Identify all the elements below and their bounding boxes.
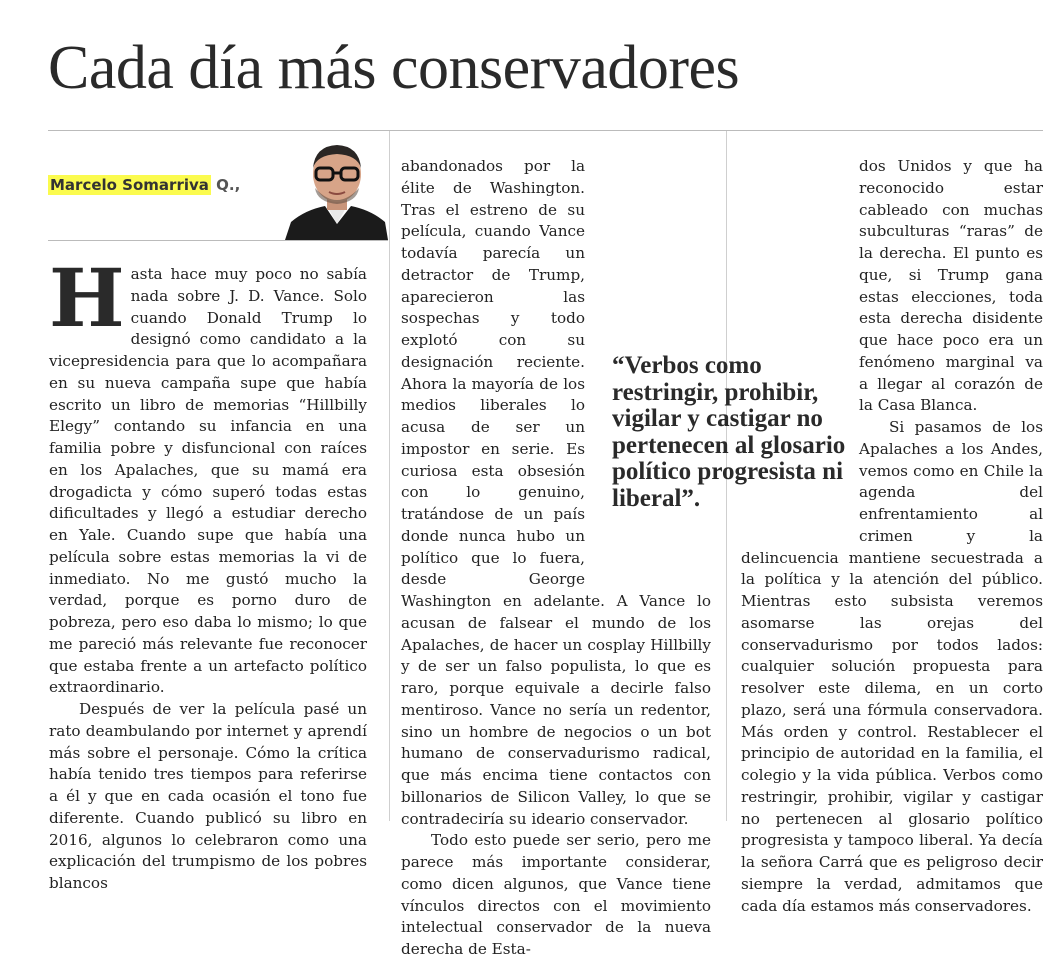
byline-rule — [48, 240, 388, 241]
drop-cap: H — [49, 251, 125, 345]
top-rule — [48, 130, 1043, 131]
author-suffix: Q., — [210, 176, 241, 194]
paragraph: abandonados por la élite de Washington. Tras el estreno de su película, cuando Vance todavía parecía un detractor de Trump, aparecieron las sospechas y todo explotó con su designación reciente. Ahora la mayoría de los medios liberales lo acusa de ser un impostor en serie. Es curiosa esta obsesión con lo genuino, tratándose de un país donde nunca hubo un político que lo fuera, desde George Washington en adelante. A Vance lo acusan de falsear el mundo de los Apalaches, de hacer un cosplay Hillbilly y de ser un falso populista, lo que es raro, porque equivale a decirle falso mentiroso. Vance no sería un redentor, sino un hombre de negocios o un bot humano de conservadurismo radical, que más encima tiene contactos con billonarios de Silicon Valley, lo que se contradeciría su ideario conservador. — [401, 157, 711, 828]
author-name: Marcelo Somarriva — [50, 176, 209, 194]
article-column-2 — [401, 156, 711, 961]
column-divider-1 — [389, 131, 390, 821]
paragraph: dos Unidos y que ha reconocido estar cableado con muchas subculturas “raras” de la derecha. El punto es que, si Trump gana estas elecciones, toda esta derecha disidente que hace poco era un fenómeno marginal va a llegar al corazón de la Casa Blanca. — [859, 157, 1043, 415]
article-column-1 — [49, 251, 367, 895]
paragraph: Si pasamos de los Apalaches a los Andes, vemos como en Chile la agenda del enfrentamiento al crimen y la delincuencia mantiene secuestrada a la política y la atención del público. Mientras esto subsista veremos asomarse las orejas del conservadurismo por todos lados: cualquier solución propuesta para resolver este dilema, en un corto plazo, será una fórmula conservadora. Más orden y control. Restablecer el principio de autoridad en la familia, el colegio y la vida pública. Verbos como restringir, prohibir, vigilar y castigar no pertenecen al glosario político progresista y tampoco liberal. Ya decía la señora Carrá que es peligroso decir siempre la verdad, admitamos que cada día estamos más conservadores. — [741, 418, 1043, 915]
pull-quote: “Verbos como restringir, prohibir, vigilar y castigar no pertenecen al glosario político progresista ni liberal”. — [612, 352, 846, 512]
headline: Cada día más conservadores — [48, 34, 740, 102]
byline — [48, 176, 240, 194]
author-photo — [285, 140, 388, 240]
paragraph: Todo esto puede ser serio, pero me parece más importante considerar, como dicen algunos, que Vance tiene vínculos directos con el movimiento intelectual conservador de la nueva derecha de Esta- — [401, 831, 711, 958]
paragraph: asta hace muy poco no sabía nada sobre J. D. Vance. Solo cuando Donald Trump lo designó como candidato a la vicepresidencia para que lo acompañara en su nueva campaña supe que había escrito un libro de memorias “Hillbilly Elegy” contando su infancia en una familia pobre y disfuncional con raíces en los Apalaches, que su mamá era drogadicta y cómo superó todas estas dificultades y llegó a estudiar derecho en Yale. Cuando supe que había una película sobre estas memorias la vi de inmediato. No me gustó mucho la verdad, porque es porno duro de pobreza, pero eso daba lo mismo; lo que me pareció más relevante fue reconocer que estaba frente a un artefacto político extraordinario. — [49, 265, 367, 697]
paragraph: Después de ver la película pasé un rato deambulando por internet y aprendí más sobre el personaje. Cómo la crítica había tenido tres tiempos para referirse a él y que en cada ocasión el tono fue diferente. Cuando publicó su libro en 2016, algunos lo celebraron como una explicación del trumpismo de los pobres blancos — [49, 700, 367, 892]
article-column-3 — [741, 156, 1043, 917]
